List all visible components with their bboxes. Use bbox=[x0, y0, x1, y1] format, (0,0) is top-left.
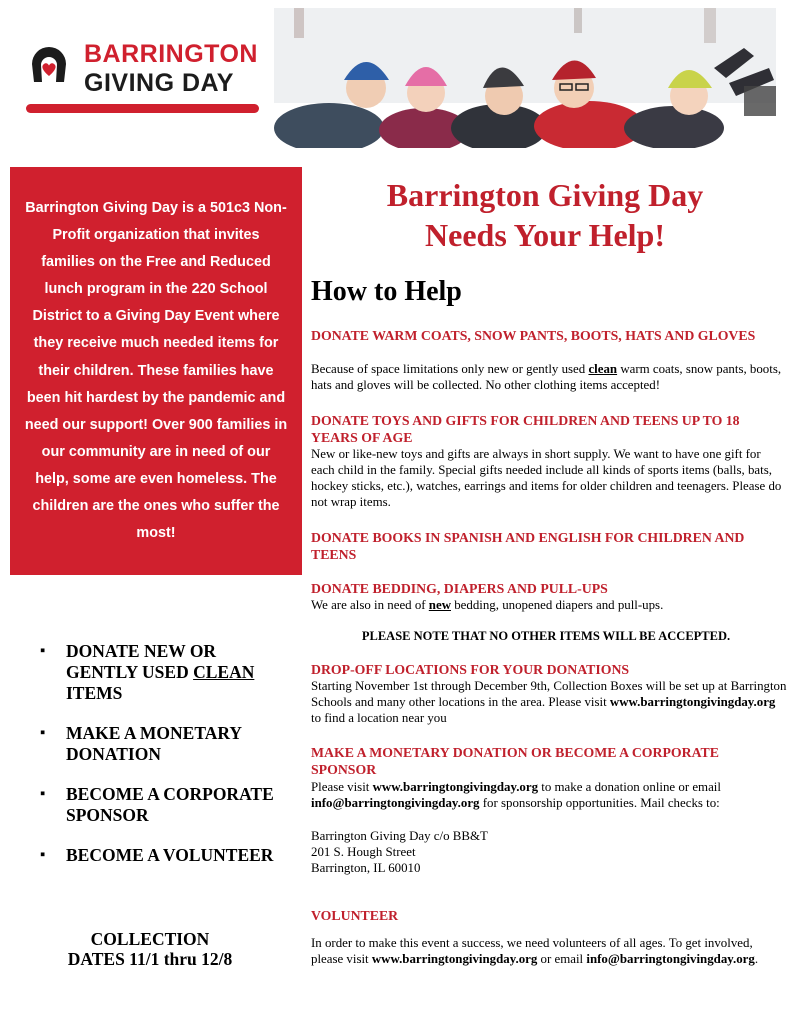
no-other-items-note: PLEASE NOTE THAT NO OTHER ITEMS WILL BE ACCEPTED. bbox=[361, 629, 731, 643]
logo-underline-bar bbox=[26, 104, 259, 113]
monetary-body-text: for sponsorship opportunities. Mail checks to: bbox=[479, 796, 720, 810]
bedding-body-emphasis: new bbox=[428, 598, 451, 612]
list-item bbox=[40, 723, 290, 765]
website-link[interactable]: www.barringtongivingday.org bbox=[609, 695, 776, 709]
list-item-text: BECOME A CORPORATE SPONSOR bbox=[66, 784, 274, 825]
list-item bbox=[40, 641, 290, 704]
page-title bbox=[310, 175, 780, 255]
collection-label: COLLECTION bbox=[90, 929, 210, 949]
email-link[interactable]: info@barringtongivingday.org bbox=[586, 952, 755, 966]
list-item-text: BECOME A VOLUNTEER bbox=[66, 845, 274, 865]
dropoff-body bbox=[311, 678, 787, 726]
logo-text-giving-day: GIVING DAY bbox=[84, 69, 234, 97]
email-link[interactable]: info@barringtongivingday.org bbox=[311, 796, 480, 810]
bedding-body-text: We are also in need of bbox=[311, 598, 429, 612]
intro-text: Barrington Giving Day is a 501c3 Non-Profit organization that invites families on the Free and Reduced lunch program in the 220 School District to a Giving Day Event where they receive much needed items for their children. These families have been hit hardest by the pandemic and need our support! Over 900 families in our community are in need of our help, some are even homeless. The children are the ones who suffer the most! bbox=[24, 200, 288, 542]
monetary-heading: MAKE A MONETARY DONATION OR BECOME A CORPORATE SPONSOR bbox=[311, 745, 719, 777]
volunteer-heading: VOLUNTEER bbox=[311, 908, 399, 923]
logo bbox=[24, 36, 264, 116]
intro-box bbox=[10, 167, 302, 575]
list-item-text: DONATE NEW OR GENTLY USED bbox=[66, 641, 217, 682]
coats-body-text: Because of space limitations only new or gently used bbox=[311, 362, 589, 376]
monetary-body-text: to make a donation online or email bbox=[538, 780, 721, 794]
dropoff-body-text: Starting November 1st through December 9th, Collection Boxes will be set up at Barrington Schools and many other locations in the area. Please visit bbox=[311, 679, 787, 709]
bedding-body bbox=[311, 597, 787, 613]
coats-body bbox=[311, 361, 787, 393]
bedding-body-text: bedding, unopened diapers and pull-ups. bbox=[451, 598, 664, 612]
mailing-address bbox=[311, 828, 787, 876]
volunteer-body bbox=[311, 935, 787, 967]
list-item bbox=[40, 784, 290, 826]
toys-body: New or like-new toys and gifts are always in short supply. We want to have one gift for each child in the family. Special gifts needed include all kinds of sports items (balls, bats, hockey sticks, etc.), watches, earrings and items for older children and teenagers. Please do not wrap items. bbox=[311, 447, 782, 509]
logo-text-barrington: BARRINGTON bbox=[84, 40, 258, 68]
website-link[interactable]: www.barringtongivingday.org bbox=[371, 952, 538, 966]
toys-heading: DONATE TOYS AND GIFTS FOR CHILDREN AND TEENS UP TO 18 YEARS OF AGE bbox=[311, 413, 740, 445]
coats-body-text: warm coats, snow pants, boots, hats and gloves will be collected. No other clothing items accepted! bbox=[311, 362, 782, 392]
page-title-line2: Needs Your Help! bbox=[425, 217, 665, 253]
collection-dates bbox=[40, 929, 260, 969]
address-line: 201 S. Hough Street bbox=[311, 845, 416, 859]
how-to-help-heading: How to Help bbox=[311, 276, 462, 307]
books-heading: DONATE BOOKS IN SPANISH AND ENGLISH FOR CHILDREN AND TEENS bbox=[311, 530, 745, 562]
volunteer-body-text: or email bbox=[537, 952, 587, 966]
monetary-body-text: Please visit bbox=[311, 780, 373, 794]
collection-date-range: DATES 11/1 thru 12/8 bbox=[67, 949, 233, 969]
address-line: Barrington, IL 60010 bbox=[311, 861, 421, 875]
dropoff-body-text: to find a location near you bbox=[311, 711, 447, 725]
website-link[interactable]: www.barringtongivingday.org bbox=[372, 780, 539, 794]
list-item-emphasis: CLEAN bbox=[193, 662, 255, 682]
address-line: Barrington Giving Day c/o BB&T bbox=[311, 829, 488, 843]
page-title-line1: Barrington Giving Day bbox=[386, 177, 704, 213]
list-item bbox=[40, 845, 290, 866]
list-item-text: ITEMS bbox=[66, 683, 123, 703]
volunteer-body-text: In order to make this event a success, we need volunteers of all ages. To get involved, please visit bbox=[311, 936, 753, 966]
horseshoe-heart-icon bbox=[26, 42, 72, 88]
dropoff-heading: DROP-OFF LOCATIONS FOR YOUR DONATIONS bbox=[311, 662, 630, 677]
children-in-snow-photo bbox=[274, 8, 776, 148]
ways-to-help-list bbox=[40, 641, 290, 885]
monetary-body bbox=[311, 779, 787, 811]
coats-heading: DONATE WARM COATS, SNOW PANTS, BOOTS, HATS AND GLOVES bbox=[311, 328, 756, 343]
coats-body-emphasis: clean bbox=[588, 362, 618, 376]
volunteer-body-text: . bbox=[754, 952, 759, 966]
list-item-text: MAKE A MONETARY DONATION bbox=[66, 723, 242, 764]
bedding-heading: DONATE BEDDING, DIAPERS AND PULL-UPS bbox=[311, 581, 608, 596]
